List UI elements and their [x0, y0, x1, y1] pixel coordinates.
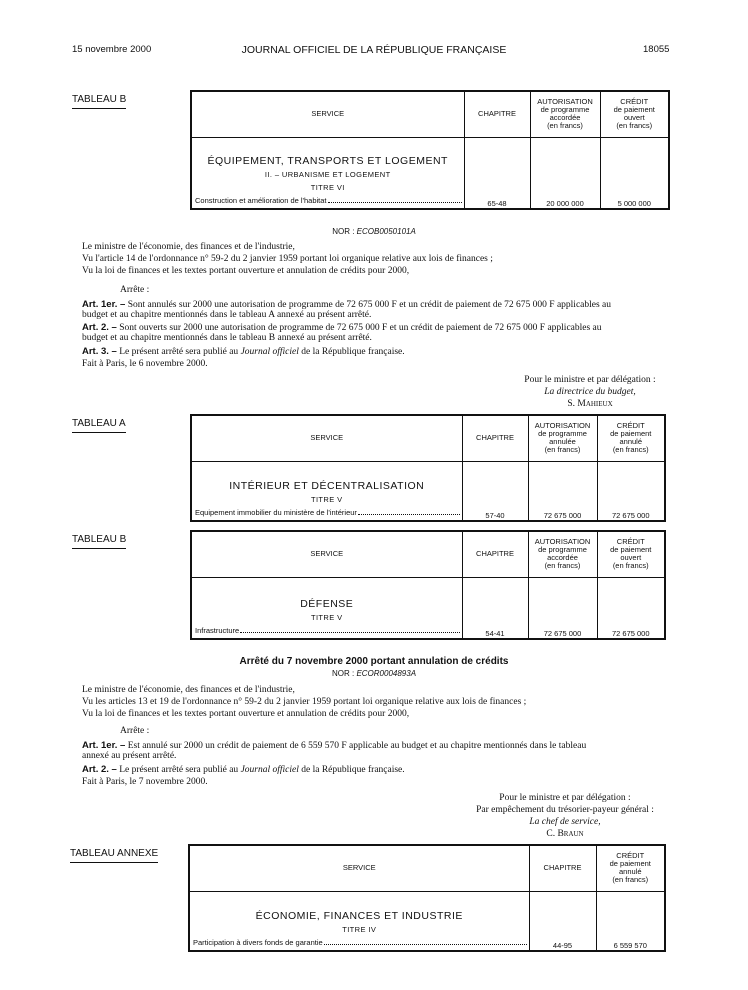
nor-reference: NOR : ECOR0004893A	[331, 669, 417, 678]
article-1: Art. 1er. – Est annulé sur 2000 un crédit de paiement de 6 559 570 F applicable au budget et au chapitre mentionnés dans le tableau	[82, 740, 587, 751]
budget-table	[188, 844, 666, 952]
nor-reference: NOR : ECOB0050101A	[332, 227, 416, 236]
titre-label: TITRE IV	[342, 925, 377, 934]
budget-line: Construction et amélioration de l'habitat	[195, 196, 327, 205]
article-1-cont: annexé au présent arrêté.	[82, 751, 177, 761]
signature-line: Pour le ministre et par délégation :	[499, 793, 631, 803]
chapitre-value: 44-95	[529, 891, 596, 951]
chapitre-value: 65-48	[464, 137, 530, 209]
preamble-minister: Le ministre de l'économie, des finances et de l'industrie,	[82, 242, 295, 252]
credit-value: 5 000 000	[600, 137, 669, 209]
fait-a-paris: Fait à Paris, le 7 novembre 2000.	[82, 777, 208, 787]
budget-table	[190, 530, 666, 640]
article-2-cont: budget et au chapitre mentionnés dans le tableau B annexé au présent arrêté.	[82, 333, 372, 343]
signature-line: Pour le ministre et par délégation :	[524, 375, 656, 385]
chapitre-value: 57-40	[462, 461, 528, 521]
credit-value: 6 559 570	[596, 891, 665, 951]
col-autorisation: AUTORISATION de programme annulée (en francs)	[528, 415, 597, 461]
header-date: 15 novembre 2000	[72, 44, 152, 55]
service-cell	[191, 577, 462, 639]
budget-line: Participation à divers fonds de garantie	[193, 938, 323, 947]
col-credit: CRÉDIT de paiement annulé (en francs)	[596, 845, 665, 891]
header-title: JOURNAL OFFICIEL DE LA RÉPUBLIQUE FRANÇAISE	[241, 44, 507, 56]
col-chapitre: CHAPITRE	[529, 845, 596, 891]
signature-line: Par empêchement du trésorier-payeur général :	[476, 805, 654, 815]
col-credit: CRÉDIT de paiement ouvert (en francs)	[600, 91, 669, 137]
col-chapitre: CHAPITRE	[462, 531, 528, 577]
signatory-name: S. Mahieux	[567, 399, 613, 409]
credit-value: 72 675 000	[597, 461, 665, 521]
signatory-name: C. Braun	[546, 829, 584, 839]
signature-title: La directrice du budget,	[544, 387, 636, 397]
preamble-vu: Vu la loi de finances et les textes portant ouverture et annulation de crédits pour 2000,	[82, 709, 410, 719]
titre-label: TITRE VI	[310, 183, 345, 192]
department-name: ÉCONOMIE, FINANCES ET INDUSTRIE	[255, 910, 463, 922]
col-service: SERVICE	[191, 91, 464, 137]
signature-title: La chef de service,	[529, 817, 601, 827]
credit-value: 72 675 000	[597, 577, 665, 639]
preamble-minister: Le ministre de l'économie, des finances et de l'industrie,	[82, 685, 295, 695]
col-credit: CRÉDIT de paiement ouvert (en francs)	[597, 531, 665, 577]
article-1-cont: budget et au chapitre mentionnés dans le tableau A annexé au présent arrêté.	[82, 310, 372, 320]
col-service: SERVICE	[191, 531, 462, 577]
department-name: DÉFENSE	[300, 598, 354, 610]
col-chapitre: CHAPITRE	[464, 91, 530, 137]
titre-label: TITRE V	[310, 613, 343, 622]
col-autorisation: AUTORISATION de programme accordée (en francs)	[530, 91, 600, 137]
col-service: SERVICE	[191, 415, 462, 461]
arrete-label: Arrête :	[120, 726, 150, 736]
table-label: TABLEAU B	[72, 94, 126, 109]
autorisation-value: 20 000 000	[530, 137, 600, 209]
arrete-label: Arrête :	[120, 285, 150, 295]
department-name: INTÉRIEUR ET DÉCENTRALISATION	[229, 480, 425, 492]
autorisation-value: 72 675 000	[528, 577, 597, 639]
section-name: II. – URBANISME ET LOGEMENT	[264, 170, 391, 179]
table-label: TABLEAU B	[72, 534, 126, 549]
preamble-vu: Vu l'article 14 de l'ordonnance n° 59-2 du 2 janvier 1959 portant loi organique relative aux lois de finances ;	[82, 254, 493, 264]
article-1: Art. 1er. – Sont annulés sur 2000 une autorisation de programme de 72 675 000 F et un crédit de paiement de 72 675 000 F applicables au	[82, 299, 612, 310]
table-label: TABLEAU ANNEXE	[70, 848, 158, 863]
table-label: TABLEAU A	[72, 418, 126, 433]
budget-table	[190, 90, 670, 210]
service-cell	[191, 461, 462, 521]
chapitre-value: 54-41	[462, 577, 528, 639]
autorisation-value: 72 675 000	[528, 461, 597, 521]
article-2: Art. 2. – Sont ouverts sur 2000 une autorisation de programme de 72 675 000 F et un crédit de paiement de 72 675 000 F applicables au	[82, 322, 602, 333]
col-chapitre: CHAPITRE	[462, 415, 528, 461]
article-2: Art. 2. – Le présent arrêté sera publié au Journal officiel de la République française.	[82, 764, 405, 775]
preamble-vu: Vu la loi de finances et les textes portant ouverture et annulation de crédits pour 2000,	[82, 266, 410, 276]
budget-line: Equipement immobilier du ministère de l'intérieur	[195, 508, 357, 517]
page-number: 18055	[643, 44, 670, 55]
budget-line: Infrastructure	[195, 626, 240, 635]
preamble-vu: Vu les articles 13 et 19 de l'ordonnance n° 59-2 du 2 janvier 1959 portant loi organique relative aux lois de finances ;	[82, 697, 527, 707]
titre-label: TITRE V	[310, 495, 343, 504]
budget-table	[190, 414, 666, 522]
article-3: Art. 3. – Le présent arrêté sera publié au Journal officiel de la République française.	[82, 346, 405, 357]
col-credit: CRÉDIT de paiement annulé (en francs)	[597, 415, 665, 461]
service-cell	[191, 137, 464, 209]
col-service: SERVICE	[189, 845, 529, 891]
fait-a-paris: Fait à Paris, le 6 novembre 2000.	[82, 359, 208, 369]
service-cell	[189, 891, 529, 951]
decree-title: Arrêté du 7 novembre 2000 portant annulation de crédits	[239, 656, 509, 667]
department-name: ÉQUIPEMENT, TRANSPORTS ET LOGEMENT	[207, 155, 448, 167]
col-autorisation: AUTORISATION de programme accordée (en francs)	[528, 531, 597, 577]
